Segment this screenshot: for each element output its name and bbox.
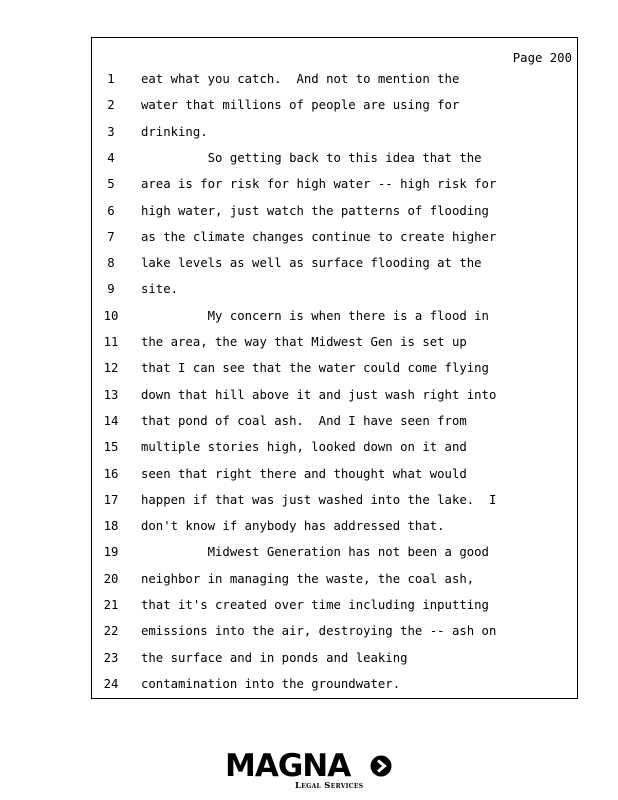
line-text: down that hill above it and just wash right into bbox=[141, 387, 497, 402]
line-text: as the climate changes continue to create higher bbox=[141, 229, 497, 244]
magna-logo bbox=[225, 750, 395, 794]
line-number: 18 bbox=[103, 519, 119, 534]
line-text: happen if that was just washed into the lake. I bbox=[141, 492, 497, 507]
line-number: 10 bbox=[103, 308, 119, 323]
line-number: 16 bbox=[103, 466, 119, 481]
logo-wordmark: MAGNA bbox=[225, 748, 351, 784]
line-number: 6 bbox=[107, 203, 115, 218]
line-number: 12 bbox=[103, 361, 119, 376]
transcript-line bbox=[92, 493, 577, 519]
line-number: 13 bbox=[103, 387, 119, 402]
line-text: lake levels as well as surface flooding at the bbox=[141, 256, 482, 271]
line-text: seen that right there and thought what would bbox=[141, 466, 467, 481]
transcript-line bbox=[92, 467, 577, 493]
line-text: that pond of coal ash. And I have seen from bbox=[141, 413, 467, 428]
line-number: 7 bbox=[107, 229, 115, 244]
line-number: 8 bbox=[107, 256, 115, 271]
line-text: don't know if anybody has addressed that. bbox=[141, 519, 445, 534]
line-number: 23 bbox=[103, 650, 119, 665]
line-number: 9 bbox=[107, 282, 115, 297]
line-number: 11 bbox=[103, 335, 119, 349]
line-text: that I can see that the water could come flying bbox=[141, 361, 489, 376]
line-text: that it's created over time including inputting bbox=[141, 598, 489, 612]
transcript-line bbox=[92, 256, 577, 282]
transcript-line bbox=[92, 651, 577, 677]
transcript-line bbox=[92, 177, 577, 203]
line-text: So getting back to this idea that the bbox=[141, 150, 482, 165]
line-text: multiple stories high, looked down on it and bbox=[141, 440, 467, 455]
transcript-line bbox=[92, 677, 577, 703]
line-text: site. bbox=[141, 282, 179, 297]
transcript-line bbox=[92, 309, 577, 335]
logo-subtitle: Legal Services bbox=[295, 781, 364, 791]
line-number: 24 bbox=[103, 676, 119, 691]
line-number: 17 bbox=[103, 492, 119, 507]
line-number: 19 bbox=[103, 545, 119, 560]
transcript-line bbox=[92, 414, 577, 440]
line-number: 21 bbox=[103, 598, 119, 612]
line-text: water that millions of people are using for bbox=[141, 98, 460, 113]
transcript-line bbox=[92, 230, 577, 256]
transcript-line bbox=[92, 125, 577, 151]
transcript-line bbox=[92, 151, 577, 177]
line-number: 14 bbox=[103, 413, 119, 428]
line-number: 5 bbox=[107, 177, 115, 192]
transcript-line bbox=[92, 440, 577, 466]
line-text: eat what you catch. And not to mention the bbox=[141, 72, 460, 86]
transcript-line bbox=[92, 98, 577, 124]
transcript-line bbox=[92, 361, 577, 387]
line-text: the area, the way that Midwest Gen is set up bbox=[141, 335, 467, 349]
page-number: Page 200 bbox=[512, 51, 572, 65]
line-text: emissions into the air, destroying the -- ash on bbox=[141, 624, 497, 639]
line-number: 3 bbox=[107, 124, 115, 139]
line-number: 4 bbox=[107, 150, 115, 165]
transcript-line bbox=[92, 388, 577, 414]
line-number: 20 bbox=[103, 571, 119, 586]
transcript-line bbox=[92, 335, 577, 361]
line-text: high water, just watch the patterns of flooding bbox=[141, 203, 489, 218]
line-text: My concern is when there is a flood in bbox=[141, 308, 489, 323]
line-text: area is for risk for high water -- high risk for bbox=[141, 177, 497, 192]
chevron-circle-right-icon bbox=[370, 755, 392, 777]
transcript-line bbox=[92, 72, 577, 98]
transcript-page bbox=[91, 37, 578, 699]
line-text: the surface and in ponds and leaking bbox=[141, 650, 408, 665]
line-number: 1 bbox=[107, 72, 115, 86]
line-number: 15 bbox=[103, 440, 119, 455]
line-number: 2 bbox=[107, 98, 115, 113]
line-text: contamination into the groundwater. bbox=[141, 676, 401, 691]
transcript-line bbox=[92, 572, 577, 598]
line-number: 22 bbox=[103, 624, 119, 639]
transcript-line bbox=[92, 598, 577, 624]
transcript-line bbox=[92, 545, 577, 571]
line-text: Midwest Generation has not been a good bbox=[141, 545, 489, 560]
transcript-line bbox=[92, 519, 577, 545]
line-text: drinking. bbox=[141, 124, 208, 139]
transcript-line bbox=[92, 204, 577, 230]
transcript-line bbox=[92, 282, 577, 308]
transcript-line bbox=[92, 624, 577, 650]
line-text: neighbor in managing the waste, the coal ash, bbox=[141, 571, 475, 586]
